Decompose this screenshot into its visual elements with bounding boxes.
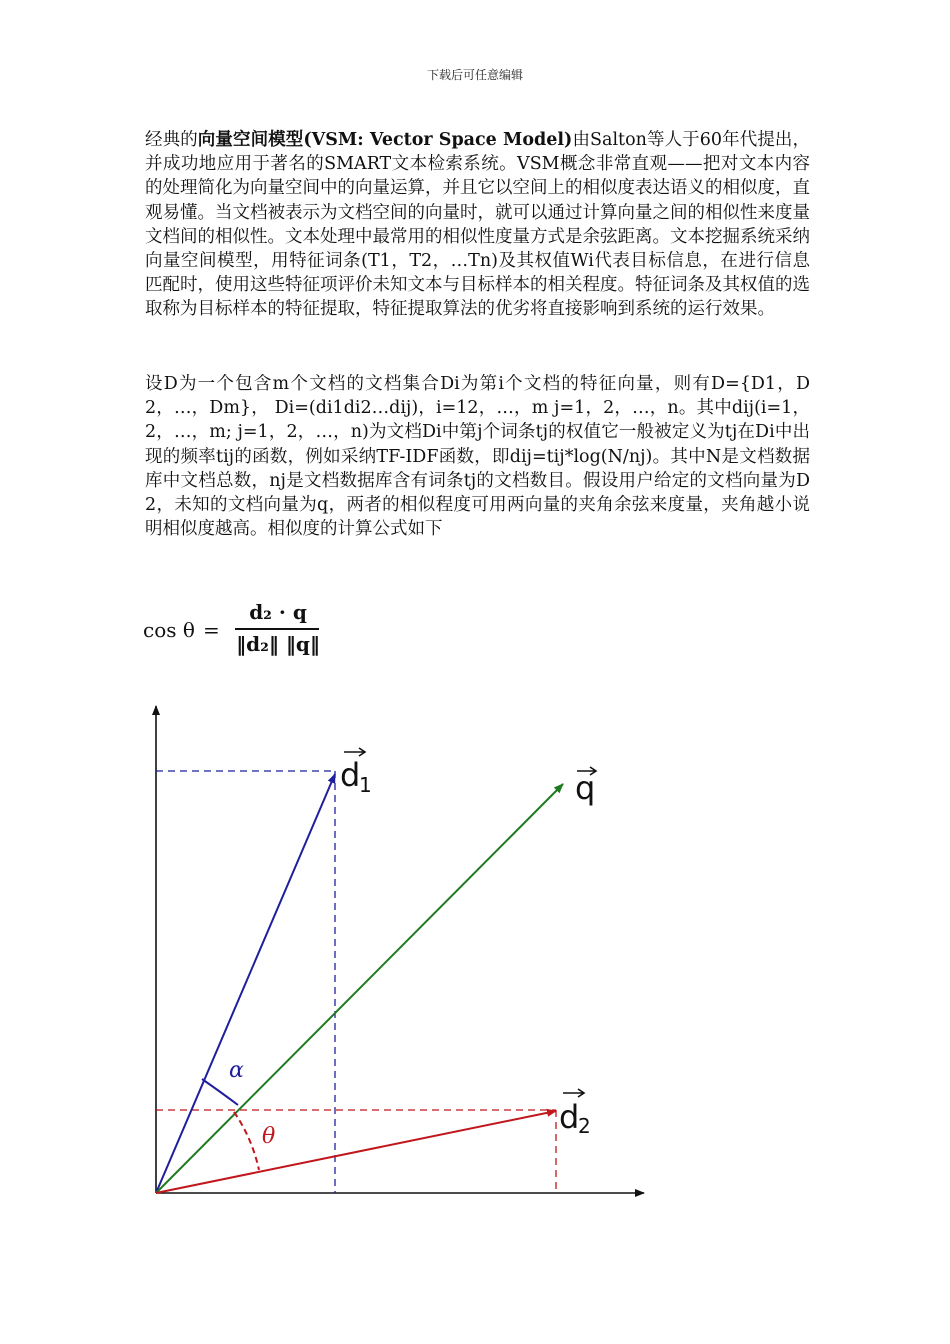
vector-q <box>156 784 563 1193</box>
formula-lhs: cos θ <box>143 618 195 642</box>
para2-body: 设D为一个包含m个文档的文档集合Di为第i个文档的特征向量，则有D={D1，D2，…，Dm}， Di=(di1di2…dij)，i=12，…，m j=1，2，…，n。其中dij(i=1，2，…，m; j=1，2，…，n)为文档Di中第j个词条tj的权值它一般被定义为tj在Di中出现的频率tij的函数，例如采纳TF-IDF函数，即dij=tij*log(N/nj)。其中N是文档数据库中文档总数，nj是文档数据库含有词条tj的文档数目。假设用户给定的文档向量为D2，未知的文档向量为q，两者的相似程度可用两向量的夹角余弦来度量，夹角越小说明相似度越高。相似度的计算公式如下 <box>145 374 810 540</box>
formula-numerator: d₂ · q <box>249 600 307 624</box>
vector-d2 <box>156 1111 556 1193</box>
label-d1-subscript: 1 <box>359 773 372 797</box>
page-header: 下载后可任意编辑 <box>426 68 523 82</box>
d2-arrow-accent <box>563 1089 584 1097</box>
label-d2-subscript: 2 <box>578 1114 591 1138</box>
angle-theta-arc <box>234 1112 259 1170</box>
label-q: q <box>575 769 596 807</box>
para1-body: 由Salton等人于60年代提出，并成功地应用于著名的SMART文本检索系统。VSM概念非常直观——把对文本内容的处理简化为向量空间中的向量运算，并且它以空间上的相似度表达语义的相似度，直观易懂。当文档被表示为文档空间的向量时，就可以通过计算向量之间的相似性来度量文档间的相似性。文本处理中最常用的相似性度量方式是余弦距离。文本挖掘系统采纳向量空间模型，用特征词条(T1，T2，…Tn)及其权值Wi代表目标信息，在进行信息匹配时，使用这些特征项评价未知文本与目标样本的相关程度。特征词条及其权值的选取称为目标样本的特征提取，特征提取算法的优劣将直接影响到系统的运行效果。 <box>145 130 811 320</box>
para1-prefix: 经典的 <box>145 130 198 150</box>
vsm-term: 向量空间模型(VSM: Vector Space Model) <box>197 130 573 150</box>
formula-denominator: ‖d₂‖ ‖q‖ <box>236 632 320 656</box>
formula-equals: = <box>203 618 220 642</box>
label-alpha: α <box>229 1058 244 1083</box>
d1-arrow-accent <box>344 748 365 756</box>
label-theta: θ <box>262 1124 276 1149</box>
label-d2: d <box>559 1098 580 1136</box>
label-d1: d <box>340 756 361 794</box>
